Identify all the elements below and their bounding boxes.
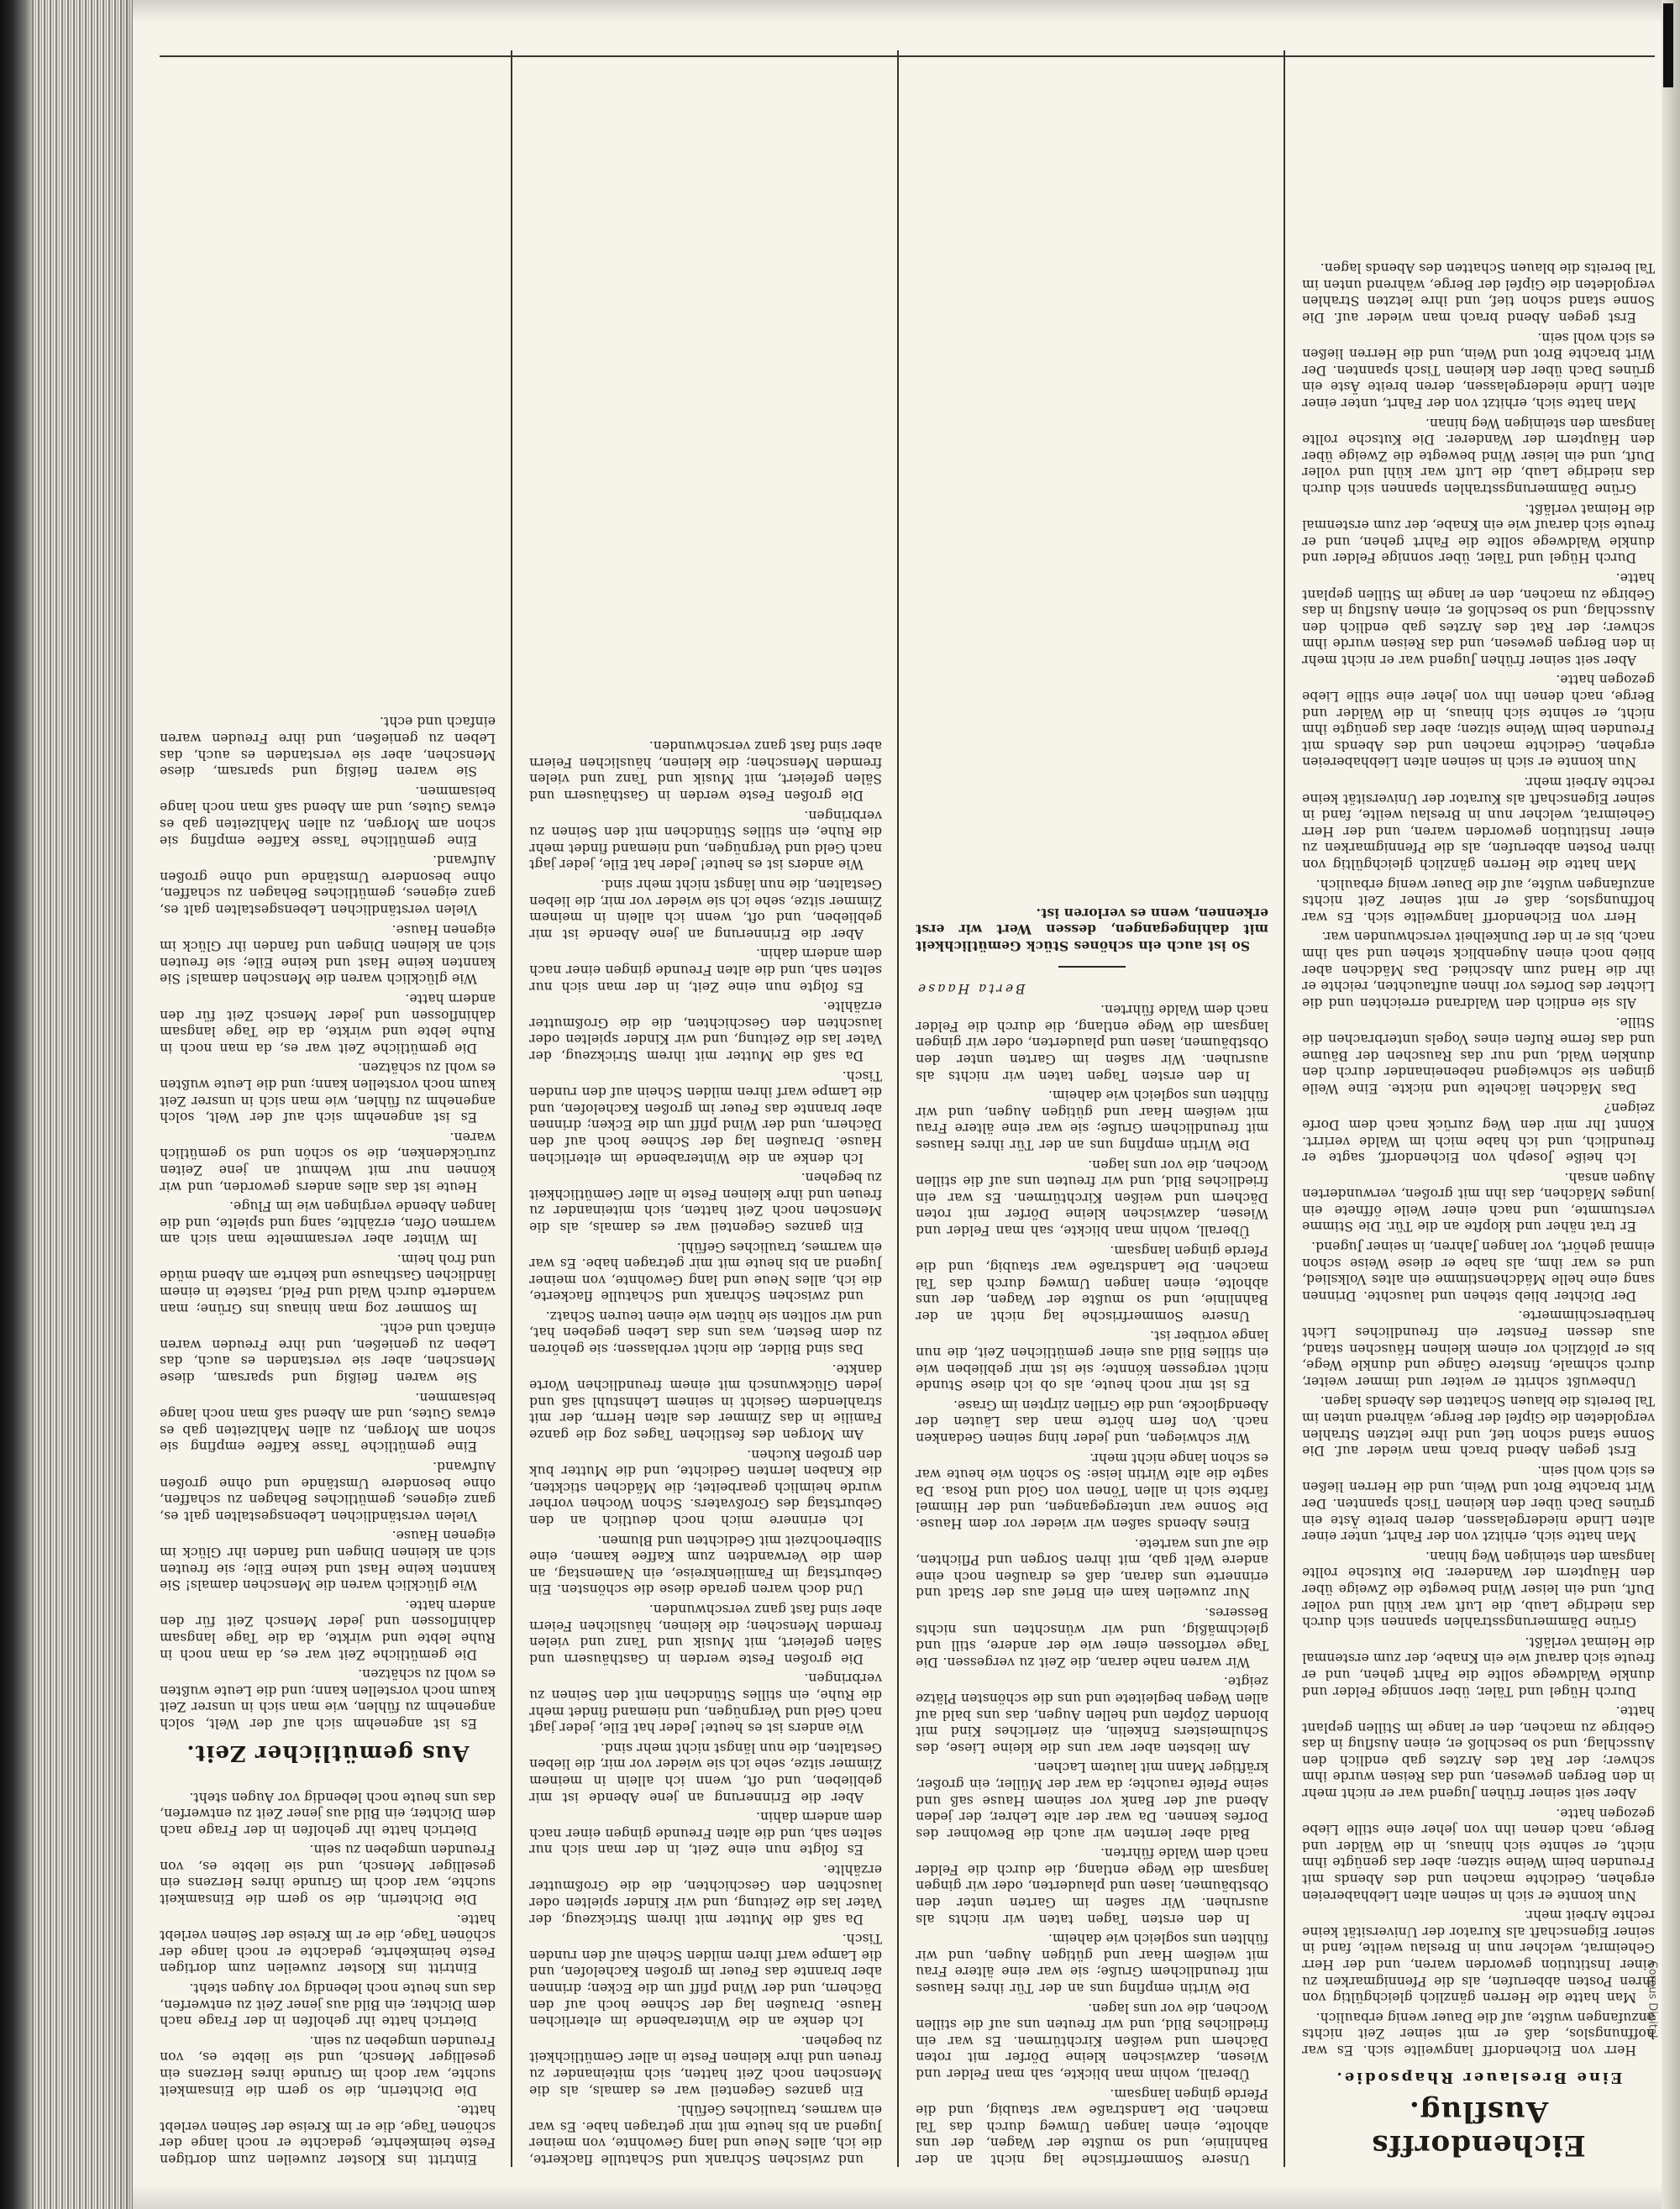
book-binding-edge bbox=[0, 0, 32, 2209]
paragraph: Aber die Erinnerung an jene Abende ist mir geblieben, und oft, wenn ich allein in meinem Zimmer sitze, sehe ich sie wieder vor mir, die lieben Gestalten, die nun längst nicht mehr sind. bbox=[529, 1739, 882, 1805]
paragraph: Eines Abends saßen wir wieder vor dem Hause. Die Sonne war untergegangen, und der Himmel färbte sich in allen Tönen von Gold und Rosa. Da sagte die alte Wirtin leise: So schön wie heute war es schon lange nicht mehr. bbox=[916, 1450, 1268, 1532]
column-4 bbox=[160, 50, 496, 2167]
author-signature: Berta Haase bbox=[916, 980, 1026, 996]
column-divider bbox=[897, 50, 899, 2167]
paragraph: Unsere Sommerfrische lag nicht an der Bahnlinie, und so mußte der Wagen, der uns abholte, einen langen Umweg durch das Tal machen. Die Landstraße war staubig, und die Pferde gingen langsam. bbox=[916, 1242, 1268, 1324]
paragraph: Dietrich hatte ihr geholfen in der Frage nach dem Dichter, ein Bild aus jener Zeit zu entwerfen, das uns heute noch lebendig vor Augen steht. bbox=[160, 1789, 496, 1838]
paragraph: Die großen Feste werden in Gasthäusern und Sälen gefeiert, mit Musik und Tanz und vielen fremden Menschen; die kleinen, häuslichen Feiern aber sind fast ganz verschwunden. bbox=[529, 738, 882, 804]
paragraph: Grüne Dämmerungsstrahlen spannen sich durch das niedrige Laub, die Luft war kühl und voller Duft, und ein leiser Wind bewegte die Zweige über den Häuptern der Wanderer. Die Kutsche rollte langsam den steinigen Weg hinan. bbox=[1302, 415, 1655, 496]
paragraph: Im Winter aber versammelte man sich am warmen Ofen, erzählte, sang und spielte, und die langen Abende vergingen wie im Fluge. bbox=[160, 1199, 496, 1247]
paragraph: Herr von Eichendorff langweilte sich. Es war hoffnungslos, daß er mit seiner Zeit nichts anzufangen wußte, auf die Dauer wenig erbaulich. bbox=[1302, 2009, 1655, 2058]
paragraph: Und doch waren gerade diese die schönsten. Ein Geburtstag im Familienkreise, ein Namenstag, an dem die Verwandten zum Kaffee kamen, eine Silberhochzeit mit Gedichten und Blumen. bbox=[529, 1532, 882, 1598]
page-stack-edge bbox=[32, 0, 133, 2209]
paragraph: Wir schwiegen, und jeder hing seinen Gedanken nach. Von fern hörte man das Läuten der Abendglocke, und die Grillen zirpten im Grase. bbox=[916, 1397, 1268, 1446]
paragraph: Die gemütliche Zeit war es, da man noch in Ruhe lebte und wirkte, da die Tage langsam dahinflossen und jeder Mensch Zeit für den andern hatte. bbox=[160, 991, 496, 1056]
paragraph: Vielen verständlichen Lebensgestalten galt es, ganz eigenes, gemütliches Behagen zu schaffen, ohne besondere Umstände und ohne großen Aufwand. bbox=[160, 1459, 496, 1524]
paragraph: Es ist angenehm sich auf der Welt, solch angenehm zu fühlen, wie man sich in unsrer Zeit kaum noch vorstellen kann; und die Leute wußten es wohl zu schätzen. bbox=[160, 1666, 496, 1731]
bottom-rule bbox=[160, 55, 1655, 57]
paragraph: Ein ganzes Gegenteil war es damals, als die Menschen noch Zeit hatten, sich miteinander zu freuen und ihre kleinen Feste in aller Gemütlichkeit zu begehen. bbox=[529, 1170, 882, 1235]
paragraph: Wie anders ist es heute! Jeder hat Eile, jeder jagt nach Geld und Vergnügen, und niemand findet mehr die Ruhe, ein stilles Stündchen mit den Seinen zu verbringen. bbox=[529, 1671, 882, 1736]
rotated-page-content bbox=[160, 50, 1655, 2167]
paragraph: In den ersten Tagen taten wir nichts als ausruhen. Wir saßen im Garten unter den Obstbäumen, lasen und plauderten, oder wir gingen langsam die Wege entlang, die durch die Felder nach dem Walde führten. bbox=[916, 1002, 1268, 1084]
paragraph: Ich denke an die Winterabende im elterlichen Hause. Draußen lag der Schnee hoch auf den Dächern, und der Wind pfiff um die Ecken; drinnen aber brannte das Feuer im großen Kachelofen, und die Lampe warf ihren milden Schein auf den runden Tisch. bbox=[529, 1931, 882, 2029]
corner-tab bbox=[1663, 3, 1673, 87]
paragraph: Am liebsten aber war uns die kleine Liese, des Schulmeisters Enkelin, ein zierliches Kind mit blonden Zöpfen und hellen Augen, das uns bald auf allen Wegen begleitete und uns die schönsten Plätze zeigte. bbox=[916, 1674, 1268, 1755]
paragraph: Erst gegen Abend brach man wieder auf. Die Sonne stand schon tief, und ihre letzten Strahlen vergoldeten die Gipfel der Berge, während unten im Tal bereits die blauen Schatten des Abends lagen. bbox=[1302, 1393, 1655, 1459]
section-rule bbox=[1058, 966, 1126, 968]
paragraph: Herr von Eichendorff langweilte sich. Es war hoffnungslos, daß er mit seiner Zeit nichts anzufangen wußte, auf die Dauer wenig erbaulich. bbox=[1302, 876, 1655, 925]
paragraph: Eine gemütliche Tasse Kaffee empfing sie schon am Morgen, zu allen Mahlzeiten gab es etwas Gutes, und am Abend saß man noch lange beisammen. bbox=[160, 783, 496, 848]
column-2 bbox=[916, 50, 1268, 2167]
bottom-shadow bbox=[133, 2184, 1662, 2209]
paragraph: Er trat näher und klopfte an die Tür. Die Stimme verstummte, und nach einer Weile öffnete ein junges Mädchen, das ihn mit großen, verwunderten Augen ansah. bbox=[1302, 1169, 1655, 1235]
paragraph: Überall, wohin man blickte, sah man Felder und Wiesen, dazwischen kleine Dörfer mit roten Dächern und weißen Kirchtürmen. Es war ein friedliches Bild, und wir freuten uns auf die stillen Wochen, die vor uns lagen. bbox=[916, 1157, 1268, 1238]
paragraph: Als sie endlich den Waldrand erreichten und die Lichter des Dorfes vor ihnen auftauchten, reichte er ihr die Hand zum Abschied. Das Mädchen aber blieb noch einen Augenblick stehen und sah ihm nach, bis er in der Dunkelheit verschwunden war. bbox=[1302, 929, 1655, 1010]
paragraph: Sie waren fleißig und sparsam, diese Menschen, aber sie verstanden es auch, das Leben zu genießen, und ihre Freuden waren einfach und echt. bbox=[160, 1320, 496, 1386]
margin-note: Corpus Digital bbox=[1646, 1960, 1659, 2038]
paragraph: Eine gemütliche Tasse Kaffee empfing sie schon am Morgen, zu allen Mahlzeiten gab es etwas Gutes, und am Abend saß man noch lange beisammen. bbox=[160, 1389, 496, 1455]
paragraph: Die Dichterin, die so gern die Einsamkeit suchte, war doch im Grunde ihres Herzens ein geselliger Mensch, und sie liebte es, von Freunden umgeben zu sein. bbox=[160, 2033, 496, 2098]
column-3 bbox=[529, 50, 882, 2167]
column-1 bbox=[1302, 50, 1655, 2167]
paragraph: Ich denke an die Winterabende im elterlichen Hause. Draußen lag der Schnee hoch auf den Dächern, und der Wind pfiff um die Ecken; drinnen aber brannte das Feuer im großen Kachelofen, und die Lampe warf ihren milden Schein auf den runden Tisch. bbox=[529, 1068, 882, 1166]
paragraph: Es folgte nun eine Zeit, in der man sich nur selten sah, und die alten Freunde gingen einer nach dem andern dahin. bbox=[529, 1809, 882, 1858]
paragraph: Sie waren fleißig und sparsam, diese Menschen, aber sie verstanden es auch, das Leben zu genießen, und ihre Freuden waren einfach und echt. bbox=[160, 714, 496, 779]
paragraph: Die Wirtin empfing uns an der Tür ihres Hauses mit freundlichem Gruße; sie war eine ältere Frau mit weißem Haar und gütigen Augen, und wir fühlten uns sogleich wie daheim. bbox=[916, 1931, 1268, 1996]
paragraph: Ich erinnere mich noch deutlich an den Geburtstag des Großvaters. Schon Wochen vorher wurde heimlich gearbeitet; die Mädchen stickten, die Knaben lernten Gedichte, und die Mutter buk den großen Kuchen. bbox=[529, 1446, 882, 1529]
paragraph: Aber die Erinnerung an jene Abende ist mir geblieben, und oft, wenn ich allein in meinem Zimmer sitze, sehe ich sie wieder vor mir, die lieben Gestalten, die nun längst nicht mehr sind. bbox=[529, 877, 882, 942]
column-divider bbox=[1284, 50, 1285, 2167]
paragraph: Wie anders ist es heute! Jeder hat Eile, jeder jagt nach Geld und Vergnügen, und niemand findet mehr die Ruhe, ein stilles Stündchen mit den Seinen zu verbringen. bbox=[529, 807, 882, 873]
paragraph: Aber seit seiner frühen Jugend war er nicht mehr in den Bergen gewesen, und das Reisen wurde ihm schwer; der Rat des Arztes gab endlich den Ausschlag, und so beschloß er, einen Ausflug in das Gebirge zu machen, den er lange im Stillen geplant hatte. bbox=[1302, 569, 1655, 668]
paragraph: Nun konnte er sich in seinen alten Liebhabereien ergehen, Gedichte machen und des Abends mit Freunden beim Weine sitzen; aber das genügte ihm nicht, er sehnte sich hinaus, in die Wälder und Berge, nach denen ihn von jeher eine stille Liebe gezogen hatte. bbox=[1302, 672, 1655, 770]
column-1-body bbox=[1302, 260, 1655, 2058]
paragraph: Es ist angenehm sich auf der Welt, solch angenehm zu fühlen, wie man sich in unsrer Zeit kaum noch vorstellen kann; und die Leute wußten es wohl zu schätzen. bbox=[160, 1060, 496, 1125]
paragraph: Durch Hügel und Täler, über sonnige Felder und dunkle Waldwege sollte die Fahrt gehen, und er freute sich darauf wie ein Knabe, der zum erstenmal die Heimat verläßt. bbox=[1302, 1634, 1655, 1699]
paragraph: Es ist mir noch heute, als ob ich diese Stunde nicht vergessen könnte; sie ist mir geblieben wie ein stilles Bild aus einer gemütlichen Zeit, die nun lange vorüber ist. bbox=[916, 1328, 1268, 1393]
paragraph: und zwischen Schrank und Schatulle flackerte, die ich, alles Neue und lang Gewohnte, von meiner Jugend an bis heute mit mir getragen habe. Es war ein warmes, trauliches Gefühl. bbox=[529, 2102, 882, 2167]
paragraph: Da saß die Mutter mit ihrem Strickzeug, der Vater las die Zeitung, und wir Kinder spielten oder lauschten den Geschichten, die die Großmutter erzählte. bbox=[529, 1861, 882, 1927]
paragraph: Überall, wohin man blickte, sah man Felder und Wiesen, dazwischen kleine Dörfer mit roten Dächern und weißen Kirchtürmen. Es war ein friedliches Bild, und wir freuten uns auf die stillen Wochen, die vor uns lagen. bbox=[916, 2000, 1268, 2082]
paragraph: Durch Hügel und Täler, über sonnige Felder und dunkle Waldwege sollte die Fahrt gehen, und er freute sich darauf wie ein Knabe, der zum erstenmal die Heimat verläßt. bbox=[1302, 501, 1655, 566]
article-title-gemuetliche-zeit: Aus gemütlicher Zeit. bbox=[186, 1739, 470, 1766]
paragraph: Ich heiße Joseph von Eichendorff, sagte er freundlich, und ich habe mich im Walde verirrt. Könnt Ihr mir den Weg zurück nach dem Dorfe zeigen? bbox=[1302, 1100, 1655, 1166]
article-title-eichendorff: Eichendorffs Ausflug. bbox=[1371, 2095, 1586, 2162]
paragraph: Erst gegen Abend brach man wieder auf. Die Sonne stand schon tief, und ihre letzten Strahlen vergoldeten die Gipfel der Berge, während unten im Tal bereits die blauen Schatten des Abends lagen. bbox=[1302, 260, 1655, 326]
paragraph: Unsere Sommerfrische lag nicht an der Bahnlinie, und so mußte der Wagen, der uns abholte, einen langen Umweg durch das Tal machen. Die Landstraße war staubig, und die Pferde gingen langsam. bbox=[916, 2086, 1268, 2167]
right-page-edge bbox=[1662, 0, 1680, 2209]
paragraph: So ist auch ein schönes Stück Gemütlichkeit mit dahingegangen, dessen Wert wir erst erkennen, wenn es verloren ist. bbox=[916, 905, 1268, 955]
paragraph: und zwischen Schrank und Schatulle flackerte, die ich, alles Neue und lang Gewohnte, von meiner Jugend an bis heute mit mir getragen habe. Es war ein warmes, trauliches Gefühl. bbox=[529, 1239, 882, 1304]
paragraph: Eintritt ins Kloster zuweilen zum dortigen Feste heimkehrte, gedachte er noch lange der schönen Tage, die er im Kreise der Seinen verlebt hatte. bbox=[160, 1911, 496, 1976]
paragraph: Man hatte sich, erhitzt von der Fahrt, unter einer alten Linde niedergelassen, deren breite Äste ein grünes Dach über den kleinen Tisch spannten. Der Wirt brachte Brot und Wein, und die Herren ließen es sich wohl sein. bbox=[1302, 1462, 1655, 1545]
paragraph: Man hatte sich, erhitzt von der Fahrt, unter einer alten Linde niedergelassen, deren breite Äste ein grünes Dach über den kleinen Tisch spannten. Der Wirt brachte Brot und Wein, und die Herren ließen es sich wohl sein. bbox=[1302, 329, 1655, 411]
paragraph: Nur zuweilen kam ein Brief aus der Stadt und erinnerte uns daran, daß es draußen noch eine andere Welt gab, mit ihren Sorgen und Pflichten, die auf uns wartete. bbox=[916, 1535, 1268, 1601]
paragraph: Unbewußt schritt er weiter und immer weiter, durch schmale, finstere Gänge und dunkle Wege, bis er plötzlich vor einem kleinen Häuschen stand, aus dessen Fenster ein freundliches Licht herüberschimmerte. bbox=[1302, 1308, 1655, 1389]
paragraph: Wie glücklich waren die Menschen damals! Sie kannten keine Hast und keine Eile; sie freuten sich an kleinen Dingen und fanden ihr Glück im eigenen Hause. bbox=[160, 921, 496, 987]
paragraph: Wie glücklich waren die Menschen damals! Sie kannten keine Hast und keine Eile; sie freuten sich an kleinen Dingen und fanden ihr Glück im eigenen Hause. bbox=[160, 1528, 496, 1593]
paragraph: Die Dichterin, die so gern die Einsamkeit suchte, war doch im Grunde ihres Herzens ein geselliger Mensch, und sie liebte es, von Freunden umgeben zu sein. bbox=[160, 1842, 496, 1907]
paragraph: Da saß die Mutter mit ihrem Strickzeug, der Vater las die Zeitung, und wir Kinder spielten oder lauschten den Geschichten, die die Großmutter erzählte. bbox=[529, 999, 882, 1063]
column-2-body bbox=[916, 905, 1268, 2167]
paragraph: Dietrich hatte ihr geholfen in der Frage nach dem Dichter, ein Bild aus jener Zeit zu entwerfen, das uns heute noch lebendig vor Augen steht. bbox=[160, 1981, 496, 2029]
column-4-body-2 bbox=[160, 713, 496, 1731]
paragraph: Es folgte nun eine Zeit, in der man sich nur selten sah, und die alten Freunde gingen einer nach dem andern dahin. bbox=[529, 946, 882, 994]
paragraph: Nun konnte er sich in seinen alten Liebhabereien ergehen, Gedichte machen und des Abends mit Freunden beim Weine sitzen; aber das genügte ihm nicht, er sehnte sich hinaus, in die Wälder und Berge, nach denen ihn von jeher eine stille Liebe gezogen hatte. bbox=[1302, 1805, 1655, 1903]
paragraph: Im Sommer zog man hinaus ins Grüne; man wanderte durch Wald und Feld, rastete in einem ländlichen Gasthause und kehrte am Abend müde und froh heim. bbox=[160, 1251, 496, 1316]
paragraph: Vielen verständlichen Lebensgestalten galt es, ganz eigenes, gemütliches Behagen zu schaffen, ohne besondere Umstände und ohne großen Aufwand. bbox=[160, 853, 496, 918]
paragraph: Aber seit seiner frühen Jugend war er nicht mehr in den Bergen gewesen, und das Reisen wurde ihm schwer; der Rat des Arztes gab endlich den Ausschlag, und so beschloß er, einen Ausflug in das Gebirge zu machen, den er lange im Stillen geplant hatte. bbox=[1302, 1703, 1655, 1802]
paragraph: Das sind Bilder, die nicht verblassen; sie gehören zu dem Besten, was uns das Leben gegeben hat, und wir sollten sie hüten wie einen teuren Schatz. bbox=[529, 1308, 882, 1357]
column-divider bbox=[511, 50, 512, 2167]
paragraph: Der Dichter blieb stehen und lauschte. Drinnen sang eine helle Mädchenstimme ein altes Volkslied, und es war ihm, als habe er diese Weise schon einmal gehört, vor langen Jahren, in seiner Jugend. bbox=[1302, 1239, 1655, 1304]
top-shadow bbox=[133, 0, 1662, 22]
article-subtitle-eichendorff: Eine Breslauer Rhapsodie. bbox=[1334, 2069, 1623, 2086]
paragraph: Am Morgen des festlichen Tages zog die ganze Familie in das Zimmer des alten Herrn, der mit strahlendem Gesicht in seinem Lehnstuhl saß und jeden Glückwunsch mit einem freundlichen Worte dankte. bbox=[529, 1361, 882, 1443]
paragraph: Die Wirtin empfing uns an der Tür ihres Hauses mit freundlichem Gruße; sie war eine ältere Frau mit weißem Haar und gütigen Augen, und wir fühlten uns sogleich wie daheim. bbox=[916, 1088, 1268, 1152]
paragraph: Man hatte die Herren gänzlich gleichgültig von ihren Posten abberufen, als die Pfennigmarken zu einer Institution geworden waren, und der Herr Geheimrat, welcher nun in Breslau weilte, fand in seiner Eigenschaft als Kurator der Universität keine rechte Arbeit mehr. bbox=[1302, 774, 1655, 873]
paragraph: Ein ganzes Gegenteil war es damals, als die Menschen noch Zeit hatten, sich miteinander zu freuen und ihre kleinen Feste in aller Gemütlichkeit zu begehen. bbox=[529, 2033, 882, 2098]
paragraph: Grüne Dämmerungsstrahlen spannen sich durch das niedrige Laub, die Luft war kühl und voller Duft, und ein leiser Wind bewegte die Zweige über den Häuptern der Wanderer. Die Kutsche rollte langsam den steinigen Weg hinan. bbox=[1302, 1548, 1655, 1630]
column-3-body bbox=[529, 737, 882, 2167]
paragraph: Bald aber lernten wir auch die Bewohner des Dorfes kennen. Da war der alte Lehrer, der jeden Abend auf der Bank vor seinem Hause saß und seine Pfeife rauchte; da war der Müller, ein großer, kräftiger Mann mit lautem Lachen. bbox=[916, 1760, 1268, 1841]
column-4-body bbox=[160, 1788, 496, 2167]
paragraph: Die gemütliche Zeit war es, da man noch in Ruhe lebte und wirkte, da die Tage langsam dahinflossen und jeder Mensch Zeit für den andern hatte. bbox=[160, 1597, 496, 1662]
paragraph: Heute ist das alles anders geworden, und wir können nur mit Wehmut an jene Zeiten zurückdenken, die so schön und so gemütlich waren. bbox=[160, 1129, 496, 1194]
paragraph: In den ersten Tagen taten wir nichts als ausruhen. Wir saßen im Garten unter den Obstbäumen, lasen und plauderten, oder wir gingen langsam die Wege entlang, die durch die Felder nach dem Walde führten. bbox=[916, 1845, 1268, 1927]
paragraph: Eintritt ins Kloster zuweilen zum dortigen Feste heimkehrte, gedachte er noch lange der schönen Tage, die er im Kreise der Seinen verlebt hatte. bbox=[160, 2102, 496, 2167]
paragraph: Wir waren nahe daran, die Zeit zu vergessen. Die Tage verflossen einer wie der andere, still und gleichmäßig, und wir wünschten uns nichts Besseres. bbox=[916, 1605, 1268, 1670]
paragraph: Das Mädchen lächelte und nickte. Eine Weile gingen sie schweigend nebeneinander durch den dunklen Wald, und nur das Rauschen der Bäume und das ferne Rufen eines Vogels unterbrachen die Stille. bbox=[1302, 1015, 1655, 1096]
paragraph: Man hatte die Herren gänzlich gleichgültig von ihren Posten abberufen, als die Pfennigmarken zu einer Institution geworden waren, und der Herr Geheimrat, welcher nun in Breslau weilte, fand in seiner Eigenschaft als Kurator der Universität keine rechte Arbeit mehr. bbox=[1302, 1907, 1655, 2006]
paragraph: Die großen Feste werden in Gasthäusern und Sälen gefeiert, mit Musik und Tanz und vielen fremden Menschen; die kleinen, häuslichen Feiern aber sind fast ganz verschwunden. bbox=[529, 1602, 882, 1666]
